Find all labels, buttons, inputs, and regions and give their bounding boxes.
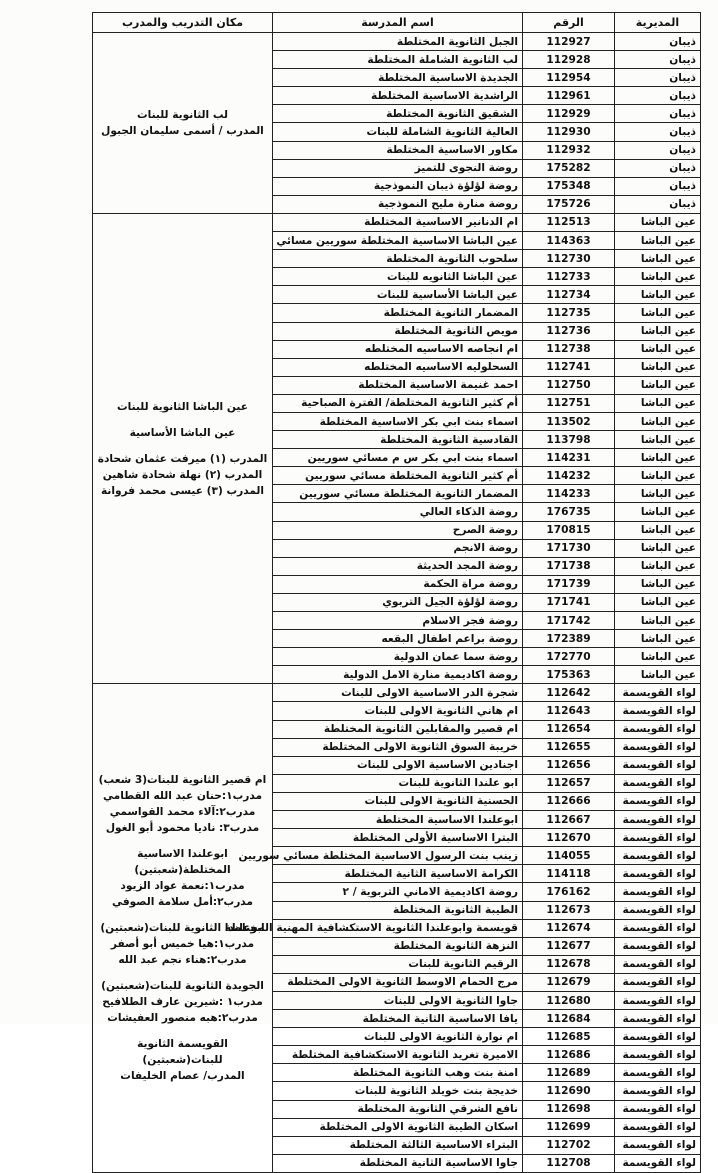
table-row bbox=[93, 33, 701, 51]
school-name-cell: الاميرة تغريد الثانوية الاستكشافية المختلطة bbox=[273, 1046, 523, 1064]
directorate-cell: لواء القويسمة bbox=[615, 847, 701, 865]
directorate-cell: لواء القويسمة bbox=[615, 901, 701, 919]
school-name-cell: البتراء الاساسية الثالثة المختلطة bbox=[273, 1136, 523, 1154]
school-name-cell: أم كثير الثانوية المختلطة/ الفترة الصباحية bbox=[273, 394, 523, 412]
school-name-cell: روضة مراة الحكمة bbox=[273, 575, 523, 593]
center-line bbox=[97, 415, 268, 425]
school-name-cell: الجديدة الاساسية المختلطة bbox=[273, 69, 523, 87]
number-cell: 112680 bbox=[523, 991, 615, 1009]
number-cell: 112929 bbox=[523, 105, 615, 123]
number-cell: 112699 bbox=[523, 1118, 615, 1136]
directorate-cell: ذيبان bbox=[615, 159, 701, 177]
directorate-cell: لواء القويسمة bbox=[615, 1154, 701, 1172]
school-name-cell: المضمار الثانوية المختلطة bbox=[273, 304, 523, 322]
directorate-cell: ذيبان bbox=[615, 69, 701, 87]
number-cell: 112708 bbox=[523, 1154, 615, 1172]
directorate-cell: عين الباشا bbox=[615, 593, 701, 611]
number-cell: 170815 bbox=[523, 521, 615, 539]
school-name-cell: ام نوارة الثانوية الاولى للبنات bbox=[273, 1028, 523, 1046]
number-cell: 112751 bbox=[523, 394, 615, 412]
number-cell: 112734 bbox=[523, 286, 615, 304]
directorate-cell: عين الباشا bbox=[615, 340, 701, 358]
directorate-cell: لواء القويسمة bbox=[615, 811, 701, 829]
school-name-cell: قويسمة وابوعلندا الثانوية الاستكشافية المهنية المختلطة bbox=[273, 919, 523, 937]
number-cell: 112679 bbox=[523, 973, 615, 991]
number-cell: 112690 bbox=[523, 1082, 615, 1100]
number-cell: 172389 bbox=[523, 630, 615, 648]
center-line: عين الباشا الأساسية bbox=[129, 426, 236, 439]
number-cell: 112733 bbox=[523, 268, 615, 286]
number-cell: 175726 bbox=[523, 195, 615, 213]
center-line: مدرب١:هيا خميس أبو أصفر bbox=[110, 938, 255, 951]
number-cell: 112657 bbox=[523, 774, 615, 792]
directorate-cell: لواء القويسمة bbox=[615, 883, 701, 901]
school-name-cell: ام انجاصه الاساسيه المختلطه bbox=[273, 340, 523, 358]
directorate-cell: لواء القويسمة bbox=[615, 1028, 701, 1046]
school-name-cell: النزهة الثانوية المختلطة bbox=[273, 937, 523, 955]
directorate-cell: عين الباشا bbox=[615, 648, 701, 666]
training-center-cell bbox=[93, 33, 273, 214]
school-name-cell: امنة بنت وهب الثانوية المختلطة bbox=[273, 1064, 523, 1082]
school-name-cell: ابوعلندا الاساسية المختلطة bbox=[273, 811, 523, 829]
school-name-cell: اسكان الطيبة الثانوية الاولى المختلطة bbox=[273, 1118, 523, 1136]
center-line: مدرب٢:أمل سلامة الصوفي bbox=[112, 896, 253, 909]
number-cell: 112643 bbox=[523, 702, 615, 720]
directorate-cell: لواء القويسمة bbox=[615, 1100, 701, 1118]
directorate-cell: ذيبان bbox=[615, 195, 701, 213]
center-line bbox=[97, 441, 268, 451]
school-name-cell: عين الباشا الاساسية المختلطة سوريين مسائي bbox=[273, 232, 523, 250]
number-cell: 114363 bbox=[523, 232, 615, 250]
schools-table bbox=[92, 12, 701, 1173]
directorate-cell: لواء القويسمة bbox=[615, 1010, 701, 1028]
number-cell: 176735 bbox=[523, 503, 615, 521]
center-line: المختلطة(شعبتين) bbox=[134, 864, 231, 877]
table-row bbox=[93, 684, 701, 702]
school-name-cell: خريبة السوق الثانوية الاولى المختلطة bbox=[273, 738, 523, 756]
school-name-cell: ابو علندا الثانوية للبنات bbox=[273, 774, 523, 792]
directorate-cell: عين الباشا bbox=[615, 521, 701, 539]
school-name-cell: روضة فجر الاسلام bbox=[273, 612, 523, 630]
school-name-cell: جاوا الثانوية الاولى للبنات bbox=[273, 991, 523, 1009]
center-line: عين الباشا الثانوية للبنات bbox=[117, 400, 248, 413]
directorate-cell: ذيبان bbox=[615, 177, 701, 195]
number-cell: 112674 bbox=[523, 919, 615, 937]
school-name-cell: ام هاني الثانوية الاولى للبنات bbox=[273, 702, 523, 720]
number-cell: 171738 bbox=[523, 557, 615, 575]
directorate-cell: عين الباشا bbox=[615, 394, 701, 412]
directorate-cell: ذيبان bbox=[615, 141, 701, 159]
school-name-cell: روضة لؤلؤة ذيبان النموذجية bbox=[273, 177, 523, 195]
directorate-cell: عين الباشا bbox=[615, 358, 701, 376]
number-cell: 112685 bbox=[523, 1028, 615, 1046]
center-line: مدرب٣: ناديا محمود أبو الغول bbox=[105, 822, 260, 835]
school-name-cell: روضة براعم اطفال البقعه bbox=[273, 630, 523, 648]
number-cell: 112666 bbox=[523, 792, 615, 810]
center-line: الجويدة الثانوية للبنات(شعبتين) bbox=[101, 980, 264, 993]
center-line bbox=[97, 1026, 268, 1036]
center-line: مدرب٢:هبه منصور العفيشات bbox=[107, 1012, 258, 1025]
directorate-cell: عين الباشا bbox=[615, 575, 701, 593]
directorate-cell: عين الباشا bbox=[615, 304, 701, 322]
number-cell: 112930 bbox=[523, 123, 615, 141]
directorate-cell: ذيبان bbox=[615, 33, 701, 51]
school-name-cell: شجرة الدر الاساسية الاولى للبنات bbox=[273, 684, 523, 702]
directorate-cell: لواء القويسمة bbox=[615, 684, 701, 702]
school-name-cell: عين الباشا الثانويه للبنات bbox=[273, 268, 523, 286]
number-cell: 112642 bbox=[523, 684, 615, 702]
number-cell: 175348 bbox=[523, 177, 615, 195]
number-cell: 112678 bbox=[523, 955, 615, 973]
number-cell: 114231 bbox=[523, 449, 615, 467]
number-cell: 112656 bbox=[523, 756, 615, 774]
center-line: مدرب١:نعمة عواد الزيود bbox=[120, 880, 245, 893]
directorate-cell: لواء القويسمة bbox=[615, 1046, 701, 1064]
school-name-cell: روضة لؤلؤة الجيل التربوي bbox=[273, 593, 523, 611]
number-cell: 114118 bbox=[523, 865, 615, 883]
directorate-cell: لواء القويسمة bbox=[615, 829, 701, 847]
directorate-cell: لواء القويسمة bbox=[615, 973, 701, 991]
directorate-cell: لواء القويسمة bbox=[615, 1064, 701, 1082]
school-name-cell: الشقيق الثانوية المختلطة bbox=[273, 105, 523, 123]
school-name-cell: روضة المجد الحديثة bbox=[273, 557, 523, 575]
directorate-cell: عين الباشا bbox=[615, 322, 701, 340]
directorate-cell: لواء القويسمة bbox=[615, 1118, 701, 1136]
directorate-cell: عين الباشا bbox=[615, 213, 701, 231]
school-name-cell: الكرامة الاساسية الثانية المختلطة bbox=[273, 865, 523, 883]
school-name-cell: خديجة بنت خويلد الثانوية للبنات bbox=[273, 1082, 523, 1100]
number-cell: 112677 bbox=[523, 937, 615, 955]
number-cell: 113798 bbox=[523, 431, 615, 449]
header-school: اسم المدرسة bbox=[273, 13, 523, 33]
directorate-cell: عين الباشا bbox=[615, 612, 701, 630]
number-cell: 112686 bbox=[523, 1046, 615, 1064]
center-line bbox=[97, 910, 268, 920]
directorate-cell: لواء القويسمة bbox=[615, 756, 701, 774]
number-cell: 171742 bbox=[523, 612, 615, 630]
school-name-cell: الرقيم الثانوية للبنات bbox=[273, 955, 523, 973]
school-name-cell: اسماء بنت ابي بكر س م مسائي سوريين bbox=[273, 449, 523, 467]
directorate-cell: لواء القويسمة bbox=[615, 919, 701, 937]
school-name-cell: مويص الثانوية المختلطة bbox=[273, 322, 523, 340]
number-cell: 172770 bbox=[523, 648, 615, 666]
number-cell: 112932 bbox=[523, 141, 615, 159]
directorate-cell: عين الباشا bbox=[615, 467, 701, 485]
number-cell: 112741 bbox=[523, 358, 615, 376]
school-name-cell: روضة الذكاء العالي bbox=[273, 503, 523, 521]
directorate-cell: لواء القويسمة bbox=[615, 991, 701, 1009]
number-cell: 112927 bbox=[523, 33, 615, 51]
school-name-cell: اجنادين الاساسية الاولى للبنات bbox=[273, 756, 523, 774]
number-cell: 112730 bbox=[523, 250, 615, 268]
school-name-cell: الجبل الثانوية المختلطة bbox=[273, 33, 523, 51]
header-number: الرقم bbox=[523, 13, 615, 33]
center-line bbox=[97, 836, 268, 846]
directorate-cell: لواء القويسمة bbox=[615, 720, 701, 738]
center-line bbox=[97, 968, 268, 978]
school-name-cell: الراشدية الاساسية المختلطة bbox=[273, 87, 523, 105]
directorate-cell: لواء القويسمة bbox=[615, 865, 701, 883]
table-row bbox=[93, 213, 701, 231]
center-line: القويسمة الثانوية للبنات(شعبتين) bbox=[137, 1038, 228, 1067]
center-line: ابوعلندا الثانوية للبنات(شعبتين) bbox=[100, 922, 265, 935]
table-body bbox=[93, 33, 701, 1173]
school-name-cell: روضة النجوى للتميز bbox=[273, 159, 523, 177]
number-cell: 112961 bbox=[523, 87, 615, 105]
number-cell: 112689 bbox=[523, 1064, 615, 1082]
directorate-cell: لواء القويسمة bbox=[615, 937, 701, 955]
number-cell: 113502 bbox=[523, 412, 615, 430]
center-line: ابوعلندا الاساسية bbox=[137, 848, 228, 861]
center-line: المدرب (٣) عيسى محمد فروانة bbox=[100, 484, 265, 497]
number-cell: 175363 bbox=[523, 666, 615, 684]
school-name-cell: روضة منارة مليح النموذجية bbox=[273, 195, 523, 213]
school-name-cell: زينب بنت الرسول الاساسية المختلطة مسائي سوريين bbox=[273, 847, 523, 865]
school-name-cell: عين الباشا الأساسية للبنات bbox=[273, 286, 523, 304]
directorate-cell: لواء القويسمة bbox=[615, 702, 701, 720]
directorate-cell: لواء القويسمة bbox=[615, 955, 701, 973]
number-cell: 171741 bbox=[523, 593, 615, 611]
number-cell: 112655 bbox=[523, 738, 615, 756]
directorate-cell: لواء القويسمة bbox=[615, 738, 701, 756]
directorate-cell: عين الباشا bbox=[615, 286, 701, 304]
school-name-cell: مكاور الاساسية المختلطة bbox=[273, 141, 523, 159]
directorate-cell: لواء القويسمة bbox=[615, 1136, 701, 1154]
number-cell: 175282 bbox=[523, 159, 615, 177]
number-cell: 114233 bbox=[523, 485, 615, 503]
school-name-cell: ام قصير والمقابلين الثانوية المختلطة bbox=[273, 720, 523, 738]
center-line: مدرب١:حنان عبد الله القطامي bbox=[102, 790, 263, 803]
directorate-cell: عين الباشا bbox=[615, 666, 701, 684]
school-name-cell: روضة اكاديمية منارة الامل الدولية bbox=[273, 666, 523, 684]
number-cell: 112513 bbox=[523, 213, 615, 231]
school-name-cell: احمد غنيمة الاساسية المختلطة bbox=[273, 376, 523, 394]
number-cell: 112684 bbox=[523, 1010, 615, 1028]
directorate-cell: عين الباشا bbox=[615, 250, 701, 268]
center-line: مدرب٢:آلاء محمد القواسمي bbox=[109, 806, 256, 819]
directorate-cell: ذيبان bbox=[615, 105, 701, 123]
header-directorate: المديرية bbox=[615, 13, 701, 33]
directorate-cell: عين الباشا bbox=[615, 485, 701, 503]
directorate-cell: عين الباشا bbox=[615, 232, 701, 250]
center-line: المدرب/ عصام الخليفات bbox=[120, 1070, 245, 1083]
directorate-cell: ذيبان bbox=[615, 51, 701, 69]
center-line: المدرب (٢) نهلة شحادة شاهين bbox=[102, 468, 263, 481]
number-cell: 112702 bbox=[523, 1136, 615, 1154]
header-row bbox=[93, 13, 701, 33]
directorate-cell: لواء القويسمة bbox=[615, 774, 701, 792]
school-name-cell: السحلوليه الاساسيه المختلطه bbox=[273, 358, 523, 376]
center-line: ام قصير الثانوية للبنات(3 شعب) bbox=[98, 774, 267, 787]
school-name-cell: نافع الشرقي الثانوية المختلطة bbox=[273, 1100, 523, 1118]
directorate-cell: عين الباشا bbox=[615, 503, 701, 521]
directorate-cell: عين الباشا bbox=[615, 539, 701, 557]
school-name-cell: المضمار الثانوية المختلطة مسائي سوريين bbox=[273, 485, 523, 503]
number-cell: 112954 bbox=[523, 69, 615, 87]
number-cell: 112738 bbox=[523, 340, 615, 358]
number-cell: 112928 bbox=[523, 51, 615, 69]
directorate-cell: عين الباشا bbox=[615, 376, 701, 394]
center-line: المدرب (١) ميرفت عثمان شحادة bbox=[97, 452, 268, 465]
directorate-cell: لواء القويسمة bbox=[615, 792, 701, 810]
school-name-cell: روضة الانجم bbox=[273, 539, 523, 557]
school-name-cell: العالية الثانوية الشاملة للبنات bbox=[273, 123, 523, 141]
directorate-cell: ذيبان bbox=[615, 87, 701, 105]
center-line: مدرب٢:هناء نجم عبد الله bbox=[118, 954, 247, 967]
number-cell: 171730 bbox=[523, 539, 615, 557]
school-name-cell: أم كثير الثانوية المختلطة مسائي سوريين bbox=[273, 467, 523, 485]
school-name-cell: اسماء بنت ابي بكر الاساسية المختلطة bbox=[273, 412, 523, 430]
number-cell: 171739 bbox=[523, 575, 615, 593]
school-name-cell: جاوا الاساسية الثانية المختلطة bbox=[273, 1154, 523, 1172]
directorate-cell: عين الباشا bbox=[615, 449, 701, 467]
school-name-cell: الحسنية الثانوية الاولى للبنات bbox=[273, 792, 523, 810]
directorate-cell: ذيبان bbox=[615, 123, 701, 141]
directorate-cell: عين الباشا bbox=[615, 268, 701, 286]
training-center-cell bbox=[93, 213, 273, 683]
number-cell: 112698 bbox=[523, 1100, 615, 1118]
number-cell: 114232 bbox=[523, 467, 615, 485]
number-cell: 112667 bbox=[523, 811, 615, 829]
directorate-cell: عين الباشا bbox=[615, 630, 701, 648]
center-line: مدرب١ :شيرين عارف الطلافيح bbox=[102, 996, 263, 1009]
school-name-cell: القادسية الثانوية المختلطة bbox=[273, 431, 523, 449]
number-cell: 112670 bbox=[523, 829, 615, 847]
school-name-cell: ام الدنانير الاساسية المختلطة bbox=[273, 213, 523, 231]
directorate-cell: عين الباشا bbox=[615, 431, 701, 449]
directorate-cell: عين الباشا bbox=[615, 557, 701, 575]
header-center: مكان التدريب والمدرب bbox=[93, 13, 273, 33]
number-cell: 176162 bbox=[523, 883, 615, 901]
number-cell: 112736 bbox=[523, 322, 615, 340]
center-line: المدرب / أسمى سليمان الجبول bbox=[101, 124, 264, 137]
number-cell: 112673 bbox=[523, 901, 615, 919]
school-name-cell: روضة الصرح bbox=[273, 521, 523, 539]
school-name-cell: مرج الحمام الاوسط الثانوية الاولى المختلطة bbox=[273, 973, 523, 991]
directorate-cell: لواء القويسمة bbox=[615, 1082, 701, 1100]
center-line: لب الثانوية للبنات bbox=[136, 108, 229, 121]
directorate-cell: عين الباشا bbox=[615, 412, 701, 430]
school-name-cell: البترا الاساسية الأولى المختلطة bbox=[273, 829, 523, 847]
number-cell: 112750 bbox=[523, 376, 615, 394]
school-name-cell: الطيبة الثانوية المختلطة bbox=[273, 901, 523, 919]
school-name-cell: لب الثانوية الشاملة المختلطة bbox=[273, 51, 523, 69]
school-name-cell: روضة سما عمان الدولية bbox=[273, 648, 523, 666]
school-name-cell: سلحوب الثانوية المختلطة bbox=[273, 250, 523, 268]
school-name-cell: روضة اكاديمية الاماني التربوية / ٢ bbox=[273, 883, 523, 901]
number-cell: 114055 bbox=[523, 847, 615, 865]
number-cell: 112654 bbox=[523, 720, 615, 738]
number-cell: 112735 bbox=[523, 304, 615, 322]
school-name-cell: يافا الاساسية الثانية المختلطة bbox=[273, 1010, 523, 1028]
